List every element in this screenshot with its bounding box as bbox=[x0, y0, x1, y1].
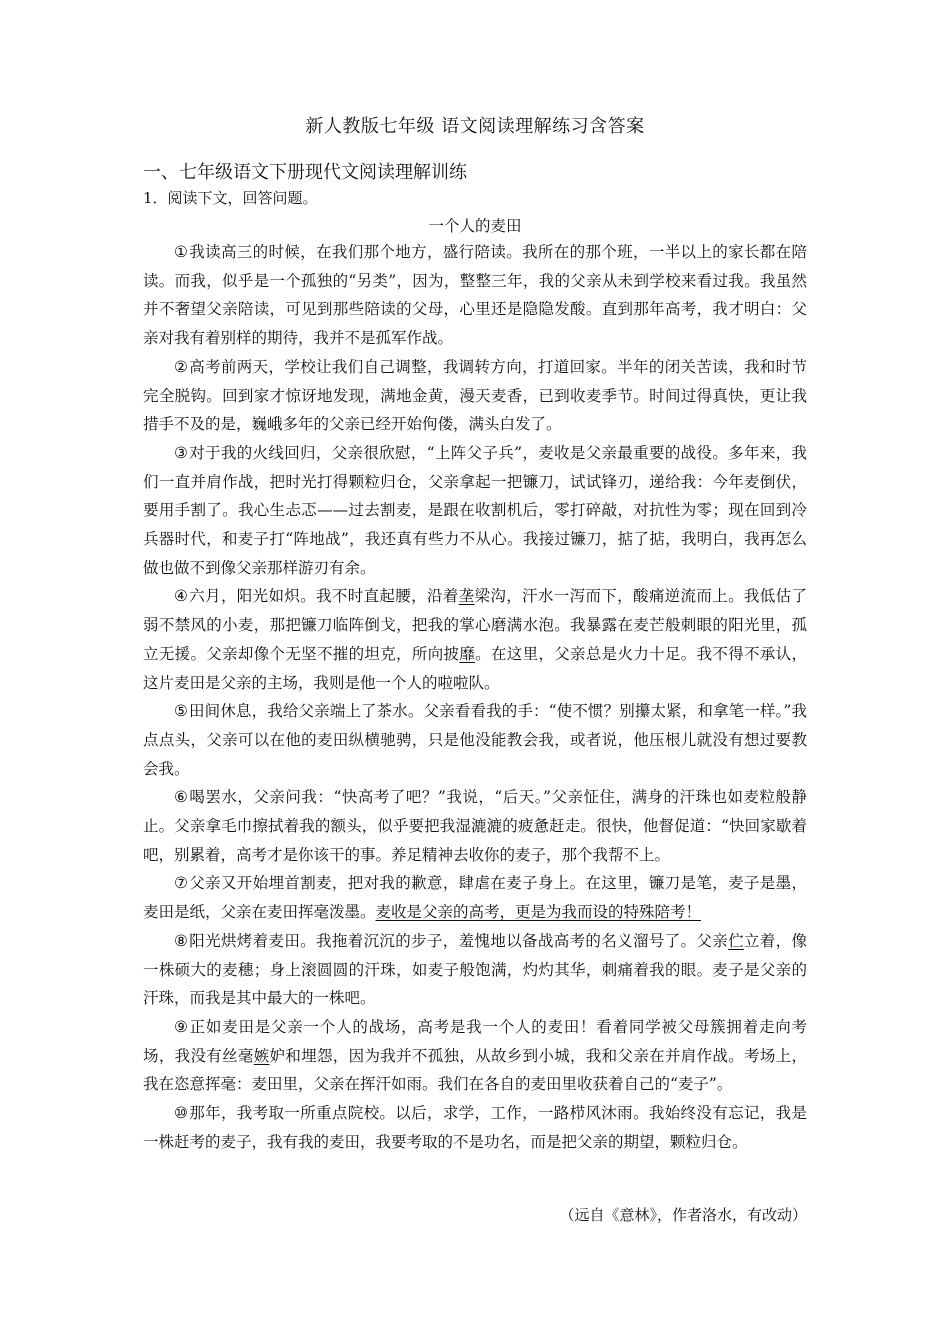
paragraph-text: 正如麦田是父亲一个人的战场，高考是我一个人的麦田！看着同学被父母簇拥着走向考场，我没有丝毫 bbox=[143, 1017, 807, 1065]
article-paragraph bbox=[143, 582, 807, 697]
paragraph-text: 六月，阳光如炽。我不时直起腰，沿着 bbox=[189, 587, 459, 606]
article-title: 一个人的麦田 bbox=[428, 217, 522, 235]
underlined-text: 麦收是父亲的高考，更是为我而设的特殊陪考！ bbox=[375, 903, 702, 922]
paragraph-number: ⑨ bbox=[174, 1017, 190, 1036]
article-paragraph bbox=[143, 353, 807, 439]
paragraph-text: 。在这里，父亲总是火力十足。我不得不承认，这片麦田是父亲的主场，我则是他一个人的啦啦队。 bbox=[143, 644, 807, 692]
paragraph-number: ③ bbox=[174, 443, 190, 462]
article-source: （远自《意林》，作者洛水，有改动） bbox=[559, 1206, 807, 1224]
document-title: 新人教版七年级 语文阅读理解练习含答案 bbox=[305, 116, 645, 137]
paragraph-text: 对于我的火线回归，父亲很欣慰，“上阵父子兵”，麦收是父亲最重要的战役。多年来，我们一直并肩作战，把时光打得颗粒归仓，父亲拿起一把镰刀，试试锋刃，递给我：今年麦倒伏，要用手割了。我心生忐忑——过去割麦，是跟在收割机后，零打碎敲，对抗性为零；现在回到冷兵器时代，和麦子打“阵地战”，我还真有些力不从心。我接过镰刀，掂了掂，我明白，我再怎么做也做不到像父亲那样游刃有余。 bbox=[143, 443, 807, 577]
paragraph-text: 梁沟，汗水一泻而下，酸痛逆流而上。我低估了弱不禁风的小麦，那把镰刀临阵倒戈，把我的掌心磨满水泡。我暴露在麦芒般刺眼的阳光里，孤立无援。父亲却像个无坚不摧的坦克，所向披 bbox=[143, 587, 807, 663]
paragraph-text: 喝罢水，父亲问我：“快高考了吧？”我说，“后天。”父亲怔住，满身的汗珠也如麦粒般静止。父亲拿毛巾擦拭着我的额头，似乎要把我湿漉漉的疲惫赶走。很快，他督促道：“快回家歇着吧，别累着，高考才是你该干的事。养足精神去收你的麦子，那个我帮不上。 bbox=[143, 788, 807, 864]
article-paragraph bbox=[143, 1013, 807, 1099]
paragraph-number: ⑥ bbox=[174, 788, 190, 807]
article-paragraph bbox=[143, 1099, 807, 1156]
paragraph-text: 田间休息，我给父亲端上了茶水。父亲看看我的手：“使不惯？别攥太紧，和拿笔一样。”我点点头，父亲可以在他的麦田纵横驰骋，只是他没能教会我，或者说，他压根儿就没有想过要教会我。 bbox=[143, 702, 807, 778]
paragraph-text: 那年，我考取一所重点院校。以后，求学，工作，一路栉风沐雨。我始终没有忘记，我是一株赶考的麦子，我有我的麦田，我要考取的不是功名，而是把父亲的期望，颗粒归仓。 bbox=[143, 1104, 807, 1151]
paragraph-number: ② bbox=[174, 357, 190, 376]
paragraph-text: 妒和埋怨，因为我并不孤独，从故乡到小城，我和父亲在并肩作战。考场上，我在恣意挥毫：麦田里，父亲在挥汗如雨。我们在各自的麦田里收获着自己的“麦子”。 bbox=[143, 1046, 807, 1094]
paragraph-number: ⑩ bbox=[174, 1104, 190, 1123]
article-paragraph bbox=[143, 697, 807, 783]
section-heading: 一、七年级语文下册现代文阅读理解训练 bbox=[143, 162, 467, 183]
underlined-text: 嫉 bbox=[253, 1046, 270, 1065]
article-paragraph bbox=[143, 927, 807, 1013]
paragraph-number: ⑦ bbox=[174, 874, 190, 893]
paragraph-number: ① bbox=[174, 243, 190, 261]
underlined-text: 垄 bbox=[458, 587, 475, 606]
article-paragraph bbox=[143, 439, 807, 583]
article-paragraph bbox=[143, 238, 807, 353]
paragraph-number: ⑤ bbox=[174, 702, 190, 721]
article-body bbox=[143, 238, 807, 1157]
paragraph-text: 阳光烘烤着麦田。我拖着沉沉的步子，羞愧地以备战高考的名义溜号了。父亲 bbox=[189, 931, 729, 950]
article-paragraph bbox=[143, 783, 807, 869]
article-paragraph bbox=[143, 869, 807, 926]
underlined-text: 靡 bbox=[459, 644, 476, 663]
paragraph-text: 我读高三的时候，在我们那个地方，盛行陪读。我所在的那个班，一半以上的家长都在陪读。而我，似乎是一个孤独的“另类”，因为，整整三年，我的父亲从未到学校来看过我。我虽然并不奢望父亲陪读，可见到那些陪读的父母，心里还是隐隐发酸。直到那年高考，我才明白：父亲对我有着别样的期待，我并不是孤军作战。 bbox=[143, 243, 807, 348]
question-label: 1．阅读下文，回答问题。 bbox=[143, 189, 318, 207]
paragraph-number: ⑧ bbox=[174, 931, 190, 950]
paragraph-text: 父亲又开始埋首割麦，把对我的歉意，肆虐在麦子身上。在这里，镰刀是笔，麦子是墨，麦田是纸，父亲在麦田挥毫泼墨。 bbox=[143, 874, 807, 922]
paragraph-text: 高考前两天，学校让我们自己调整，我调转方向，打道回家。半年的闭关苦读，我和时节完全脱钩。回到家才惊讶地发现，满地金黄，漫天麦香，已到收麦季节。时间过得真快，更让我措手不及的是，巍峨多年的父亲已经开始佝偻，满头白发了。 bbox=[143, 357, 807, 434]
paragraph-number: ④ bbox=[174, 587, 190, 606]
underlined-text: 伫 bbox=[728, 931, 744, 950]
paragraph-text: 立着，像一株硕大的麦穗；身上滚圆圆的汗珠，如麦子般饱满，灼灼其华，刺痛着我的眼。麦子是父亲的汗珠，而我是其中最大的一株吧。 bbox=[143, 931, 807, 1008]
